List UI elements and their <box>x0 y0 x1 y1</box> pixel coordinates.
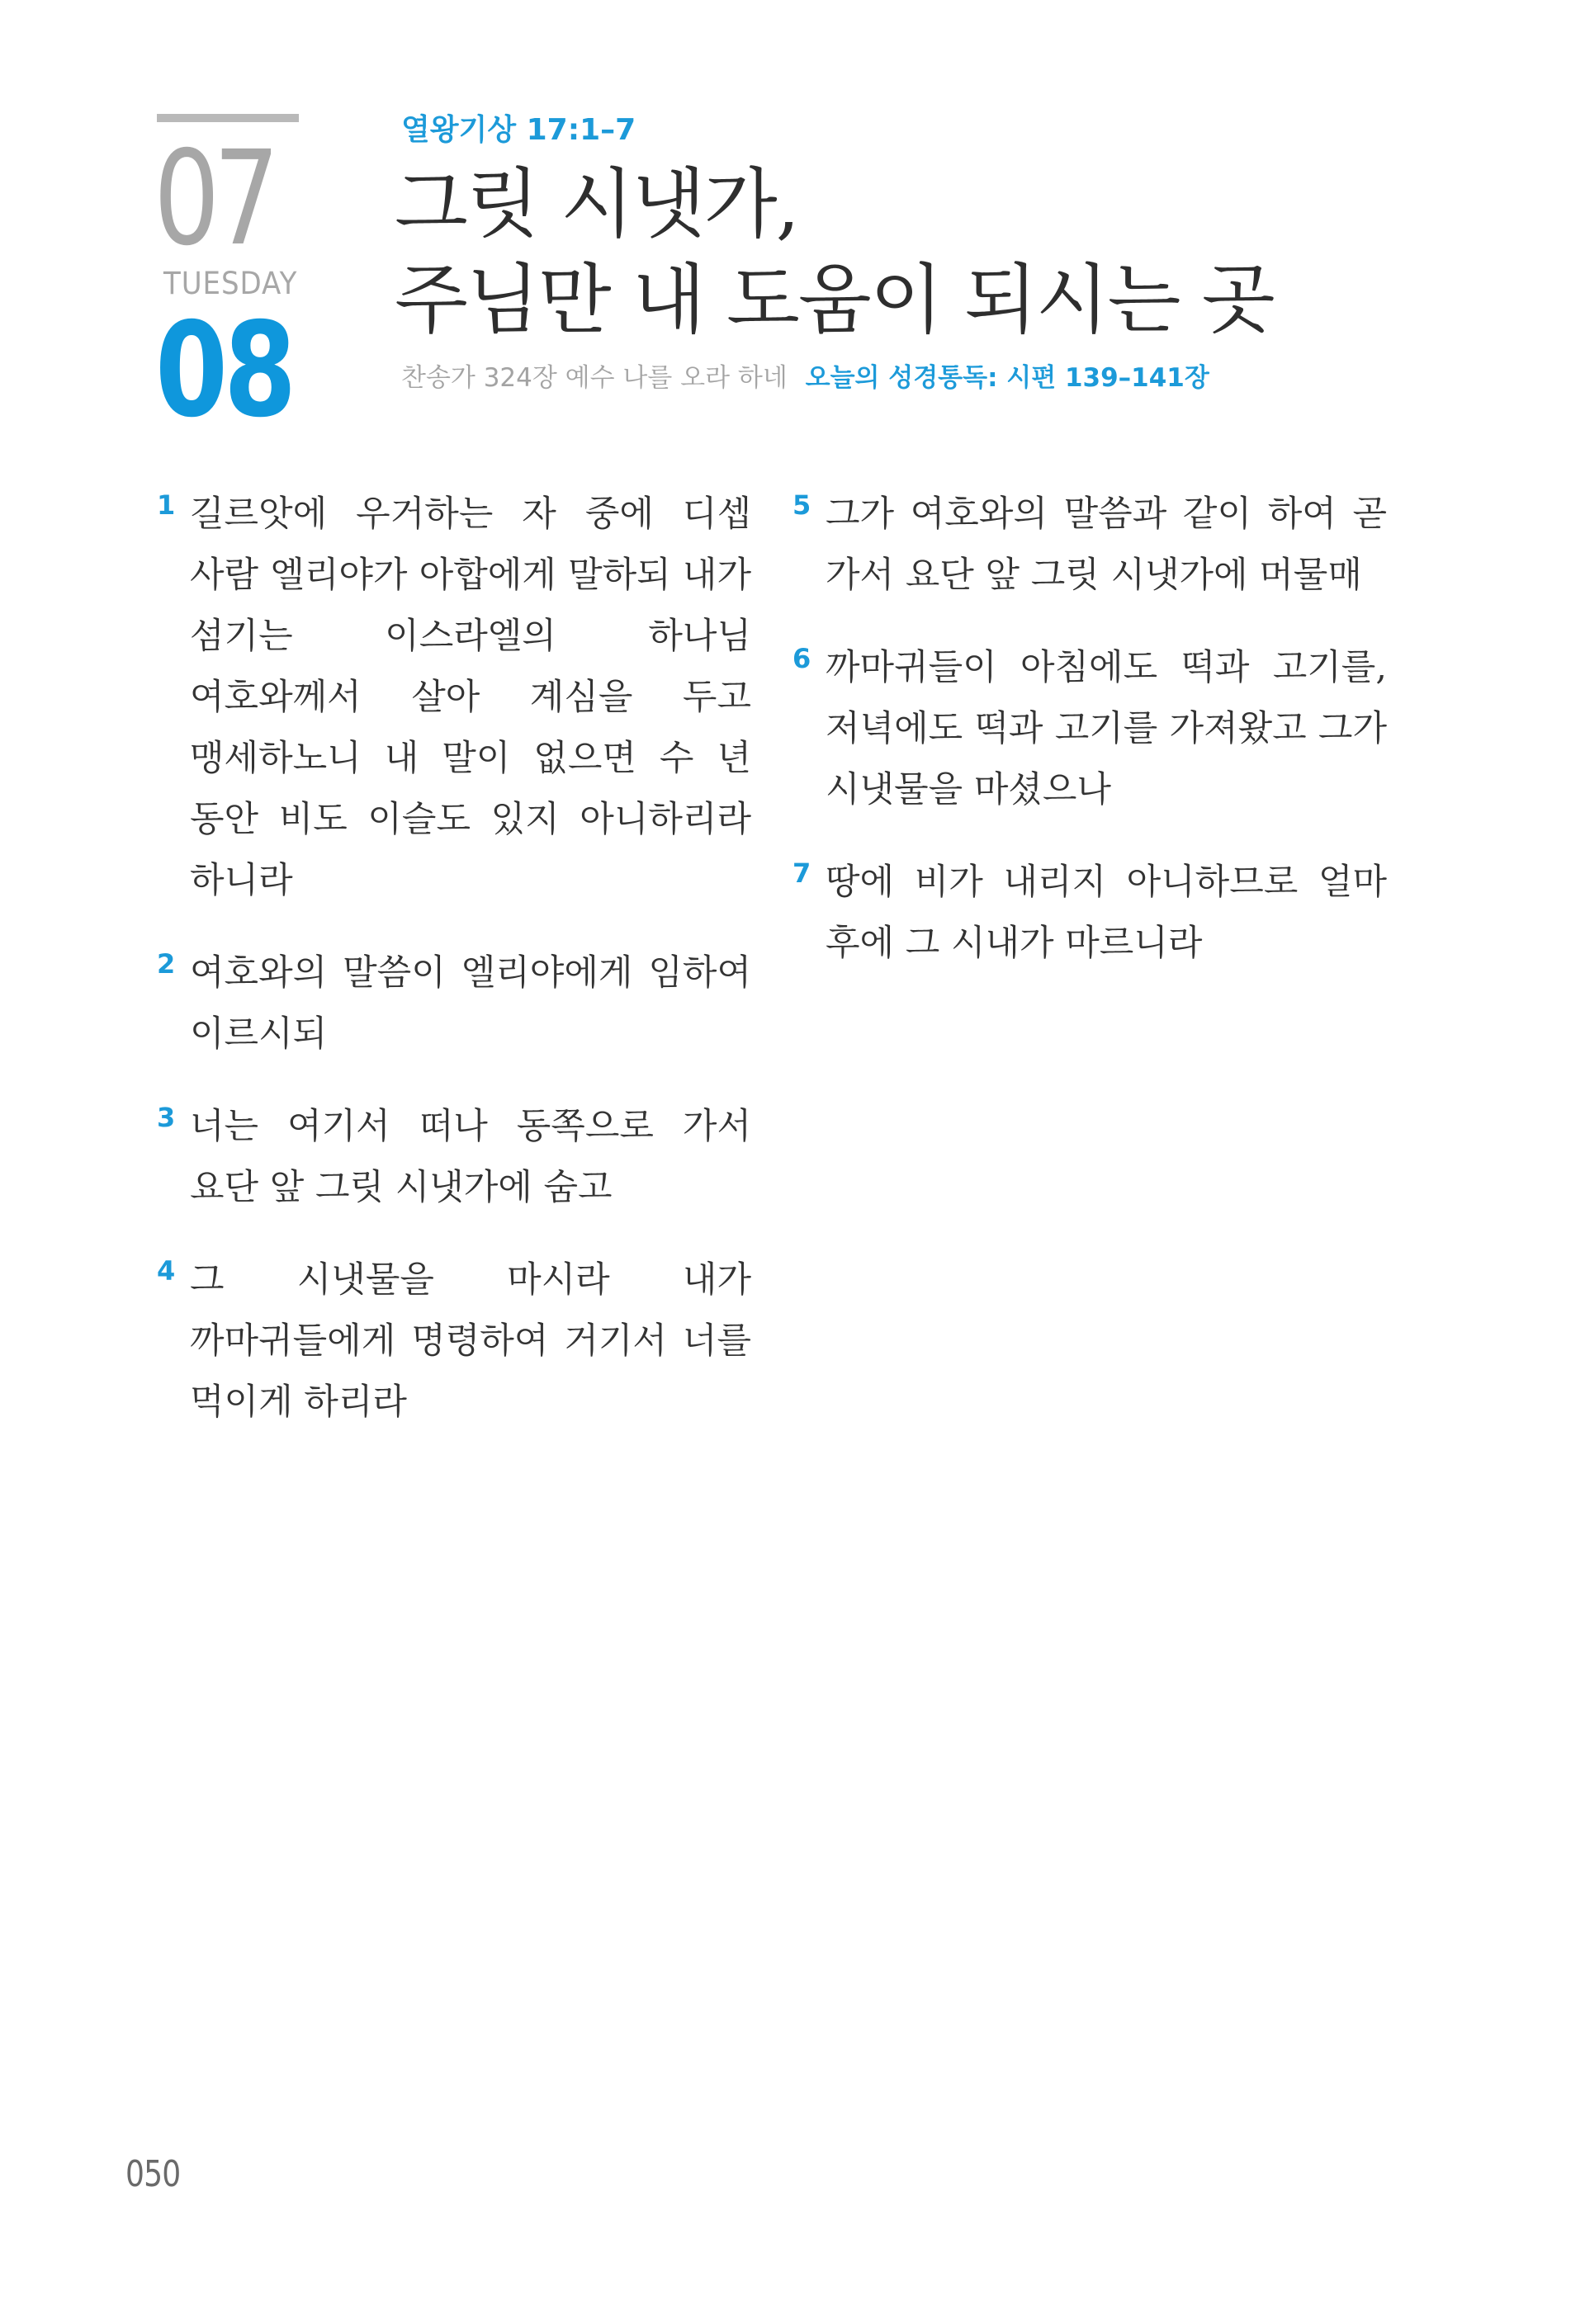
verse-number: 2 <box>157 948 176 980</box>
verses-column-left <box>157 484 751 1464</box>
verse-5 <box>792 484 1387 606</box>
verse-text: 길르앗에 우거하는 자 중에 디셉 사람 엘리야가 아합에게 말하되 내가 섬기는 이스라엘의 하나님 여호와께서 살아 계심을 두고 맹세하노니 내 말이 없으면 수 년 동안 비도 이슬도 있지 아니하리라 하니라 <box>190 494 751 901</box>
verses-column-right <box>792 484 1387 1005</box>
daily-reading: 오늘의 성경통독: 시편 139–141장 <box>805 363 1209 393</box>
scripture-reference: 열왕기상 17:1–7 <box>401 113 636 147</box>
hymn-info: 찬송가 324장 예수 나를 오라 하네 <box>401 363 788 393</box>
page-number: 050 <box>125 2153 181 2195</box>
verse-number: 6 <box>792 643 811 674</box>
verse-text: 너는 여기서 떠나 동쪽으로 가서 요단 앞 그릿 시냇가에 숨고 <box>190 1106 751 1208</box>
sub-info <box>401 361 1209 394</box>
verse-text: 땅에 비가 내리지 아니하므로 얼마 후에 그 시내가 마르니라 <box>826 862 1387 964</box>
title-line-1: 그릿 시냇가, <box>395 160 798 248</box>
verse-text: 까마귀들이 아침에도 떡과 고기를, 저녁에도 떡과 고기를 가져왔고 그가 시냇물을 마셨으나 <box>826 647 1387 810</box>
verse-7 <box>792 852 1387 974</box>
verse-4 <box>157 1249 751 1433</box>
date-month: 07 <box>154 123 273 275</box>
date-divider <box>157 114 299 122</box>
date-day: 08 <box>155 295 293 446</box>
verse-number: 3 <box>157 1102 176 1133</box>
verse-1 <box>157 484 751 911</box>
verse-text: 그가 여호와의 말씀과 같이 하여 곧 가서 요단 앞 그릿 시냇가에 머물매 <box>826 494 1387 596</box>
title-line-2: 주님만 내 도움이 되시는 곳 <box>395 256 1274 344</box>
verse-text: 그 시냇물을 마시라 내가 까마귀들에게 명령하여 거기서 너를 먹이게 하리라 <box>190 1259 751 1423</box>
verse-number: 4 <box>157 1255 176 1287</box>
verse-3 <box>157 1096 751 1218</box>
verse-text: 여호와의 말씀이 엘리야에게 임하여 이르시되 <box>190 952 751 1055</box>
verse-6 <box>792 637 1387 820</box>
verse-number: 1 <box>157 489 176 521</box>
verse-number: 7 <box>792 857 811 889</box>
verse-2 <box>157 942 751 1065</box>
page-title <box>395 157 1468 348</box>
verse-number: 5 <box>792 489 811 521</box>
date-weekday: TUESDAY <box>163 266 298 301</box>
